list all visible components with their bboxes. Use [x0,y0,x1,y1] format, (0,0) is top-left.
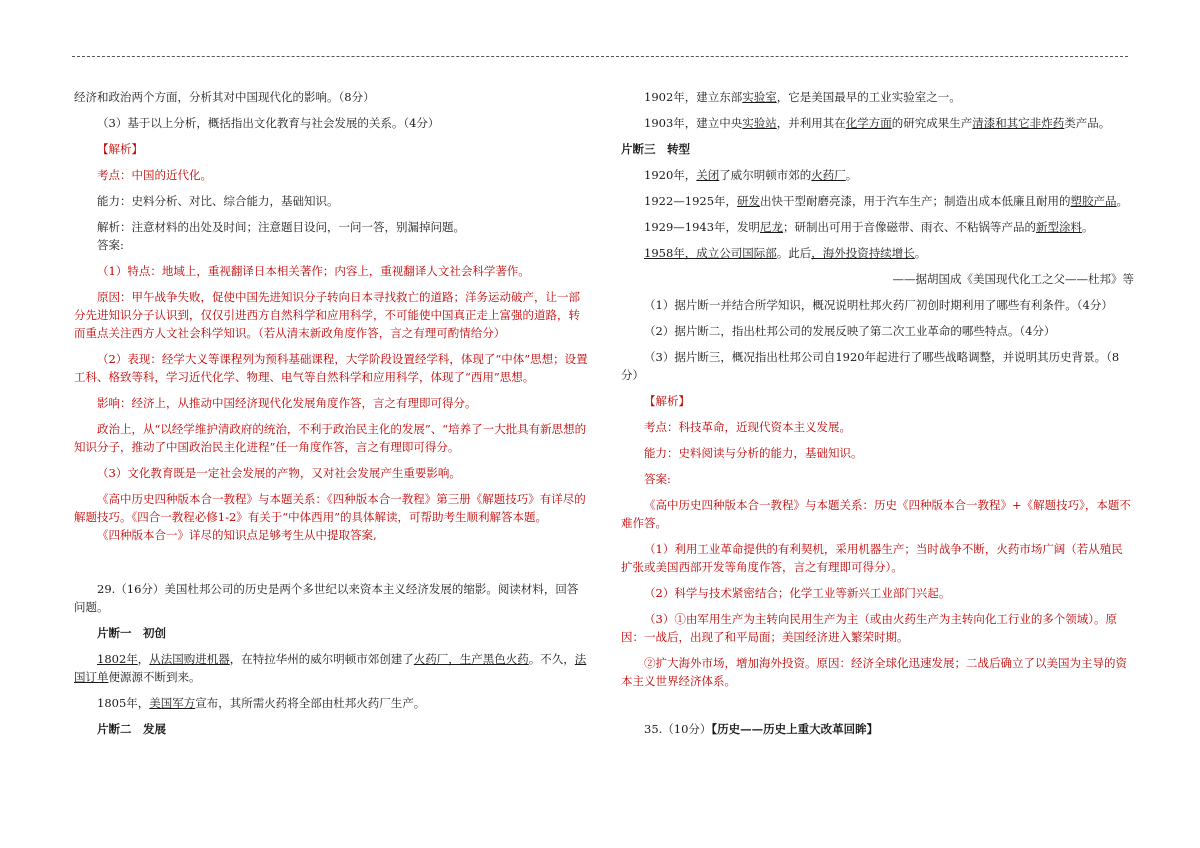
text-span: 1920年， [644,168,697,182]
underlined-phrase: 研发 [737,194,761,208]
underlined-phrase: 清漆和其它非炸药 [972,116,1065,130]
question-35 [621,720,1134,738]
answer-1: （1）特点：地域上，重视翻译日本相关著作；内容上，重视翻译人文社会科学著作。 [97,264,530,278]
fragment-3-heading: 片断三 转型 [621,142,690,156]
underlined-year: 1802年 [97,652,138,666]
textbook-note: 《四种版本合一》详尽的知识点足够考生从中提取答案, [97,528,377,542]
fragment-2-1903 [621,114,1134,132]
fragment-2-1902 [621,88,1134,106]
text-span: 类产品。 [1064,116,1111,130]
text-span: 。此后 [776,246,812,260]
nengli-line: 能力：史料阅读与分析的能力，基础知识。 [644,446,863,460]
text-span: 了威尔明顿市郊的 [719,168,812,182]
underlined-phrase: 美国军方 [149,696,196,710]
text-span: 1922—1925年， [644,194,738,208]
underlined-phrase: 法国订单 [74,652,587,684]
text-span: 35.（10分） [644,722,712,736]
text-span: 的研究成果生产 [891,116,973,130]
answer-29-2: （2）科学与技术紧密结合；化学工业等新兴工业部门兴起。 [644,586,951,600]
source-citation: ——据胡国成《美国现代化工之父——杜邦》等 [892,272,1134,286]
fragment-1-1805 [74,694,589,712]
text-span: 1903年，建立中央 [644,116,743,130]
answer-2-politics: 政治上，从“以经学维护清政府的统治，不利于政治民主化的发展”、“培养了一大批具有新思想的知识分子，推动了中国政治民主化进程”任一角度作答，言之有理即可得分。 [74,422,587,454]
answer-label: 答案: [97,238,124,252]
fragment-3-1920 [621,166,1134,184]
question-35-topic: 【历史——历史上重大改革回眸】 [711,722,879,736]
answer-1-reason: 原因：甲午战争失败，促使中国先进知识分子转向日本寻找救亡的道路；洋务运动破产，让一部分先进知识分子认识到，仅仅引进西方自然科学和应用科学，不可能使中国真正走上富强的道路，转而重点关注西方人文社会科学知识。（若从清末新政角度作答，言之有理可酌情给分） [74,290,580,340]
sub-question-3: （3）基于以上分析，概括指出文化教育与社会发展的关系。（4分） [97,116,440,130]
kaodian-line: 考点：科技革命，近现代资本主义发展。 [644,420,851,434]
text-span: 。 [1082,220,1094,234]
fragment-3-1958 [621,244,1134,262]
text-span: 。不久， [528,652,575,666]
underlined-phrase: 火药厂 [811,168,846,182]
text-span: 1902年，建立东部 [644,90,743,104]
question-29-3: （3）据片断三，概况指出杜邦公司自1920年起进行了哪些战略调整，并说明其历史背景。（8分） [621,350,1120,382]
text-span: 宣布，其所需火药将全部由杜邦火药厂生产。 [195,696,426,710]
answer-29-3-part2: ②扩大海外市场，增加海外投资。原因：经济全球化迅速发展；二战后确立了以美国为主导的资本主义世界经济体系。 [621,656,1127,688]
text-span: ，在特拉华州的威尔明顿市郊创建了 [229,652,414,666]
text-span: 。 [914,246,927,260]
answer-label: 答案: [644,472,671,486]
fragment-2-heading: 片断二 发展 [97,722,166,736]
underlined-phrase: 关闭 [696,168,720,182]
underlined-phrase: 塑胶产品 [1070,194,1117,208]
question-29-1: （1）据片断一并结合所学知识，概况说明杜邦火药厂初创时期利用了哪些有利条件。（4分） [644,298,1113,312]
textbook-relation: 《高中历史四种版本合一教程》与本题关系：《四种版本合一教程》第三册《解题技巧》有详尽的解题技巧。《四合一教程必修1-2》有关于“中体西用”的具体解读，可帮助考生顺利解答本题。 [74,492,586,524]
underlined-phrase: 实验室 [742,90,777,104]
text-span: 便源源不断到来。 [108,670,201,684]
answer-2-economy: 影响：经济上，从推动中国经济现代化发展角度作答，言之有理即可得分。 [97,396,477,410]
analysis-heading: 【解析】 [97,142,143,156]
underlined-phrase: 1958年，成立公司国际部 [644,246,777,260]
question-text: 经济和政治两个方面，分析其对中国现代化的影响。（8分） [74,90,375,104]
question-29: 29.（16分）美国杜邦公司的历史是两个多世纪以来资本主义经济发展的缩影。阅读材料，回答问题。 [74,582,579,614]
underlined-phrase: 实验站 [742,116,777,130]
underlined-phrase: 从法国购进机器 [149,652,230,666]
fragment-3-1929 [621,218,1134,236]
left-column [74,88,589,746]
header-rule [72,56,1128,57]
answer-3: （3）文化教育既是一定社会发展的产物，又对社会发展产生重要影响。 [97,466,461,480]
text-span: 1929—1943年，发明 [644,220,761,234]
text-span: ，并利用其在 [776,116,846,130]
underlined-phrase: ，海外投资持续增长 [811,246,915,260]
underlined-phrase: 尼龙 [760,220,784,234]
nengli-line: 能力：史料分析、对比、综合能力，基础知识。 [97,194,339,208]
text-span: ， [137,652,150,666]
textbook-relation: 《高中历史四种版本合一教程》与本题关系：历史《四种版本合一教程》+《解题技巧》，本题不难作答。 [621,498,1131,530]
kaodian-line: 考点：中国的近代化。 [97,168,212,182]
text-span: ；研制出可用于音像磁带、雨衣、不粘锅等产品的 [783,220,1037,234]
text-span: 。 [1116,194,1129,208]
fragment-1-heading: 片断一 初创 [97,626,166,640]
answer-2: （2）表现：经学大义等课程列为预科基础课程，大学阶段设置经学科，体现了“中体”思想；设置工科、格致等科，学习近代化学、物理、电气等自然科学和应用科学，体现了“西用”思想。 [74,352,588,384]
text-span: 。 [845,168,858,182]
right-column [621,88,1134,746]
answer-29-1: （1）利用工业革命提供的有利契机，采用机器生产；当时战争不断，火药市场广阔（若从殖民扩张或美国西部开发等角度作答，言之有理即可得分）。 [621,542,1123,574]
underlined-phrase: 火药厂，生产黑色火药 [413,652,529,666]
fragment-3-1922 [621,192,1134,210]
fragment-1-text [74,650,589,686]
underlined-phrase: 新型涂料 [1036,220,1083,234]
answer-29-3-part1: （3）①由军用生产为主转向民用生产为主（或由火药生产为主转向化工行业的多个领域）。原因：一战后，出现了和平局面；美国经济进入繁荣时期。 [621,612,1118,644]
text-span: ，它是美国最早的工业实验室之一。 [776,90,961,104]
text-span: 出快干型耐磨亮漆，用于汽车生产；制造出成本低廉且耐用的 [760,194,1071,208]
analysis-heading: 【解析】 [644,394,690,408]
jiexi-line: 解析：注意材料的出处及时间；注意题目设问，一问一答，别漏掉问题。 [97,220,465,234]
question-29-2: （2）据片断二，指出杜邦公司的发展反映了第二次工业革命的哪些特点。（4分） [644,324,1056,338]
underlined-phrase: 化学方面 [845,116,892,130]
text-span: 1805年， [97,696,150,710]
